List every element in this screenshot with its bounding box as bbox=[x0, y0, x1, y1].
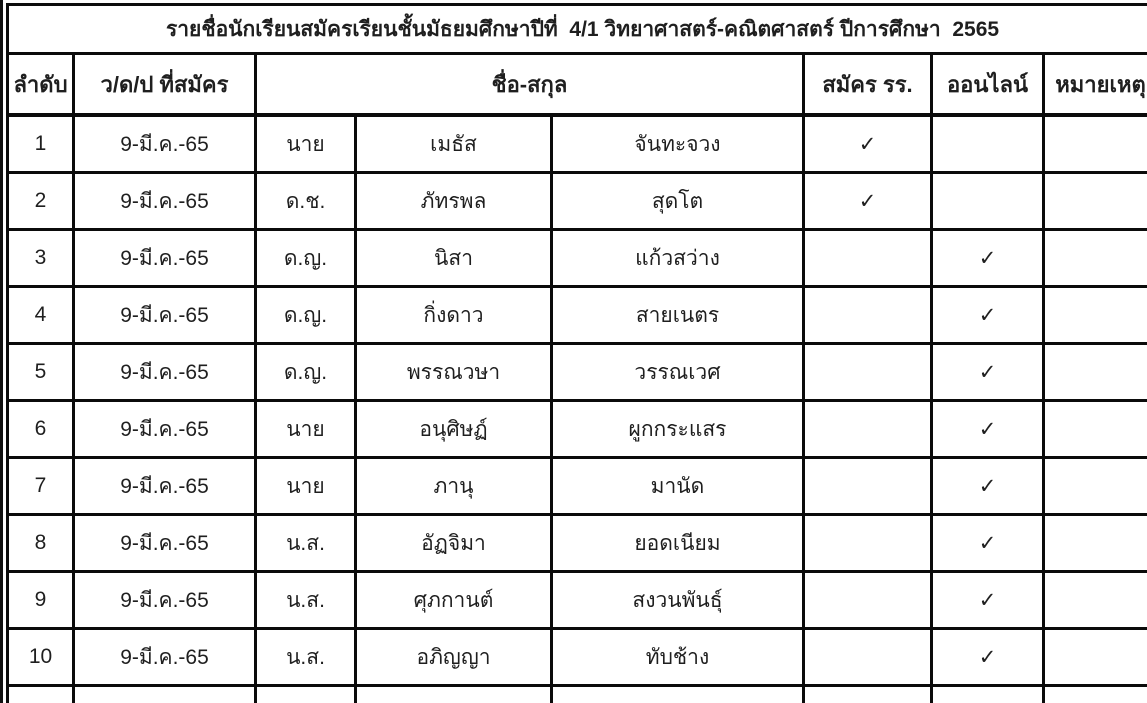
cell-no: 1 bbox=[8, 115, 74, 173]
cell-date bbox=[74, 686, 256, 703]
cell-school-check bbox=[804, 572, 932, 629]
table-row bbox=[8, 401, 1147, 458]
table-row-partial bbox=[8, 686, 1147, 703]
cell-remark bbox=[1044, 173, 1147, 230]
cell-online-check bbox=[932, 115, 1044, 173]
cell-no: 6 bbox=[8, 401, 74, 458]
cell-no: 4 bbox=[8, 287, 74, 344]
cell-no: 3 bbox=[8, 230, 74, 287]
title-row bbox=[8, 5, 1147, 54]
cell-title-prefix: น.ส. bbox=[256, 572, 356, 629]
cell-first-name: อัฏจิมา bbox=[356, 515, 552, 572]
cell-last-name: แก้วสว่าง bbox=[552, 230, 804, 287]
cell-first-name: พรรณวษา bbox=[356, 344, 552, 401]
col-header-remark: หมายเหตุ bbox=[1044, 54, 1147, 116]
cell-date: 9-มี.ค.-65 bbox=[74, 287, 256, 344]
table-title: รายชื่อนักเรียนสมัครเรียนชั้นมัธยมศึกษาปีที่ 4/1 วิทยาศาสตร์-คณิตศาสตร์ ปีการศึกษา 2565 bbox=[8, 5, 1147, 54]
cell-title-prefix: ด.ญ. bbox=[256, 230, 356, 287]
cell-online-check: ✓ bbox=[932, 515, 1044, 572]
cell-online-check: ✓ bbox=[932, 287, 1044, 344]
cell-first-name: นิสา bbox=[356, 230, 552, 287]
table-row bbox=[8, 458, 1147, 515]
table-row bbox=[8, 230, 1147, 287]
cell-remark bbox=[1044, 287, 1147, 344]
cell-first-name bbox=[356, 686, 552, 703]
cell-date: 9-มี.ค.-65 bbox=[74, 629, 256, 686]
cell-last-name: ยอดเนียม bbox=[552, 515, 804, 572]
cell-first-name: เมธัส bbox=[356, 115, 552, 173]
table-row bbox=[8, 515, 1147, 572]
student-roster-table bbox=[6, 3, 1147, 703]
cell-title-prefix: น.ส. bbox=[256, 515, 356, 572]
cell-title-prefix: นาย bbox=[256, 458, 356, 515]
cell-remark bbox=[1044, 686, 1147, 703]
cell-last-name bbox=[552, 686, 804, 703]
cell-remark bbox=[1044, 572, 1147, 629]
cell-school-check bbox=[804, 230, 932, 287]
cell-date: 9-มี.ค.-65 bbox=[74, 572, 256, 629]
cell-title-prefix: น.ส. bbox=[256, 629, 356, 686]
cell-date: 9-มี.ค.-65 bbox=[74, 344, 256, 401]
cell-no: 7 bbox=[8, 458, 74, 515]
cell-last-name: ผูกกระแสร bbox=[552, 401, 804, 458]
col-header-online: ออนไลน์ bbox=[932, 54, 1044, 116]
cell-first-name: อภิญญา bbox=[356, 629, 552, 686]
cell-no: 10 bbox=[8, 629, 74, 686]
cell-title-prefix: นาย bbox=[256, 401, 356, 458]
table-row bbox=[8, 115, 1147, 173]
col-header-no: ลำดับ bbox=[8, 54, 74, 116]
cell-title-prefix: ด.ญ. bbox=[256, 344, 356, 401]
cell-remark bbox=[1044, 230, 1147, 287]
cell-remark bbox=[1044, 401, 1147, 458]
cell-remark bbox=[1044, 629, 1147, 686]
cell-online-check: ✓ bbox=[932, 230, 1044, 287]
table-row bbox=[8, 629, 1147, 686]
cell-online-check: ✓ bbox=[932, 401, 1044, 458]
cell-first-name: กิ่งดาว bbox=[356, 287, 552, 344]
col-header-school: สมัคร รร. bbox=[804, 54, 932, 116]
cell-remark bbox=[1044, 115, 1147, 173]
cell-school-check bbox=[804, 629, 932, 686]
cell-school-check: ✓ bbox=[804, 173, 932, 230]
cell-date: 9-มี.ค.-65 bbox=[74, 401, 256, 458]
cell-online-check: ✓ bbox=[932, 458, 1044, 515]
cell-no: 5 bbox=[8, 344, 74, 401]
cell-last-name: มานัด bbox=[552, 458, 804, 515]
cell-no: 8 bbox=[8, 515, 74, 572]
cell-school-check bbox=[804, 344, 932, 401]
cell-school-check bbox=[804, 515, 932, 572]
cell-school-check bbox=[804, 458, 932, 515]
cell-date: 9-มี.ค.-65 bbox=[74, 230, 256, 287]
cell-first-name: ภัทรพล bbox=[356, 173, 552, 230]
table-row bbox=[8, 287, 1147, 344]
cell-title-prefix: นาย bbox=[256, 115, 356, 173]
cell-last-name: วรรณเวศ bbox=[552, 344, 804, 401]
table-row bbox=[8, 572, 1147, 629]
cell-last-name: สายเนตร bbox=[552, 287, 804, 344]
table-row bbox=[8, 344, 1147, 401]
cell-title-prefix: ด.ญ. bbox=[256, 287, 356, 344]
cell-last-name: จันทะจวง bbox=[552, 115, 804, 173]
cell-title-prefix bbox=[256, 686, 356, 703]
cell-first-name: ภานุ bbox=[356, 458, 552, 515]
cell-online-check: ✓ bbox=[932, 344, 1044, 401]
cell-school-check: ✓ bbox=[804, 115, 932, 173]
cell-last-name: สุดโต bbox=[552, 173, 804, 230]
cell-date: 9-มี.ค.-65 bbox=[74, 173, 256, 230]
cell-online-check bbox=[932, 173, 1044, 230]
cell-remark bbox=[1044, 344, 1147, 401]
cell-no: 9 bbox=[8, 572, 74, 629]
cell-school-check bbox=[804, 686, 932, 703]
cell-remark bbox=[1044, 458, 1147, 515]
cell-date: 9-มี.ค.-65 bbox=[74, 458, 256, 515]
cell-first-name: อนุศิษฏ์ bbox=[356, 401, 552, 458]
cell-remark bbox=[1044, 515, 1147, 572]
table-row bbox=[8, 173, 1147, 230]
header-row bbox=[8, 54, 1147, 116]
cell-online-check bbox=[932, 686, 1044, 703]
cell-date: 9-มี.ค.-65 bbox=[74, 115, 256, 173]
cell-title-prefix: ด.ช. bbox=[256, 173, 356, 230]
cell-online-check: ✓ bbox=[932, 629, 1044, 686]
cell-school-check bbox=[804, 287, 932, 344]
cell-first-name: ศุภกานต์ bbox=[356, 572, 552, 629]
cell-last-name: สงวนพันธุ์ bbox=[552, 572, 804, 629]
cell-date: 9-มี.ค.-65 bbox=[74, 515, 256, 572]
page-edge-line bbox=[0, 0, 3, 703]
cell-school-check bbox=[804, 401, 932, 458]
cell-last-name: ทับช้าง bbox=[552, 629, 804, 686]
col-header-date: ว/ด/ป ที่สมัคร bbox=[74, 54, 256, 116]
cell-online-check: ✓ bbox=[932, 572, 1044, 629]
cell-no bbox=[8, 686, 74, 703]
cell-no: 2 bbox=[8, 173, 74, 230]
col-header-name: ชื่อ-สกุล bbox=[256, 54, 804, 116]
